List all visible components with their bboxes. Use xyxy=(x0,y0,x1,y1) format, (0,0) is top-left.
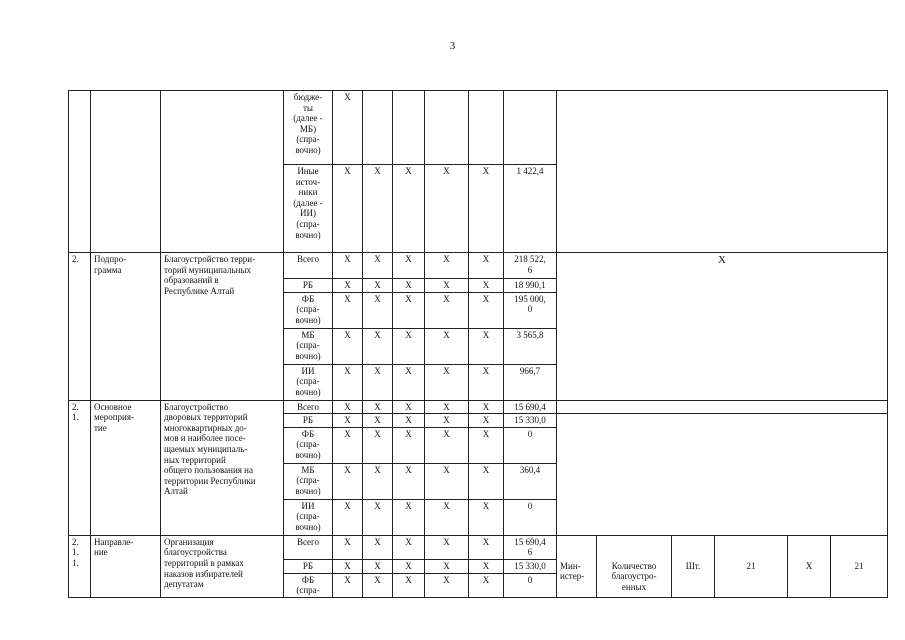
x-mark: Х xyxy=(425,427,469,463)
x-mark: Х xyxy=(425,400,469,414)
x-mark: Х xyxy=(469,535,504,559)
indicator-value: 21 xyxy=(715,560,788,598)
funding-source: РБ xyxy=(284,414,333,428)
total-value: 15 330,0 xyxy=(504,414,557,428)
row-name: Благоустройство дворовых территорий многоквартирных до- мов и наиболее посе- щаемых муниципаль- ных территорий общего пользования на территории Республики Алтай xyxy=(161,400,284,535)
x-mark: Х xyxy=(393,328,425,364)
x-mark: Х xyxy=(469,253,504,279)
empty-cell xyxy=(597,535,672,559)
empty-cell xyxy=(557,400,888,414)
x-mark: Х xyxy=(469,499,504,535)
x-mark: Х xyxy=(363,292,393,328)
x-mark: Х xyxy=(469,328,504,364)
x-mark: Х xyxy=(363,165,393,253)
total-value: 218 522, 6 xyxy=(504,253,557,279)
x-mark: Х xyxy=(363,414,393,428)
total-value: 0 xyxy=(504,573,557,597)
row-name: Благоустройство терри- торий муниципальных образований в Республике Алтай xyxy=(161,253,284,401)
cell-kind xyxy=(91,91,161,253)
funding-source: ФБ (спра- вочно) xyxy=(284,427,333,463)
x-mark: Х xyxy=(469,279,504,293)
indicator-name: Количество благоустро- енных xyxy=(597,560,672,598)
indicator-value: 21 xyxy=(831,560,888,598)
x-mark: Х xyxy=(333,328,363,364)
x-mark: Х xyxy=(333,364,363,400)
row-number: 2. xyxy=(69,253,91,401)
total-value: 0 xyxy=(504,499,557,535)
total-value: 15 330,0 xyxy=(504,560,557,574)
program-table xyxy=(68,90,888,598)
x-mark: Х xyxy=(393,463,425,499)
x-mark: Х xyxy=(363,364,393,400)
source-ii: Иные источ- ники (далее - ИИ) (спра- вочно) xyxy=(284,165,333,253)
funding-source: МБ (спра- вочно) xyxy=(284,328,333,364)
x-mark: Х xyxy=(425,292,469,328)
total-value: 18 990,1 xyxy=(504,279,557,293)
x-mark: Х xyxy=(363,463,393,499)
x-mark: Х xyxy=(393,400,425,414)
x-mark: Х xyxy=(393,414,425,428)
x-mark: Х xyxy=(469,414,504,428)
x-mark: Х xyxy=(363,279,393,293)
funding-source: РБ xyxy=(284,560,333,574)
x-mark: Х xyxy=(363,427,393,463)
x-mark: Х xyxy=(333,279,363,293)
x-mark: Х xyxy=(469,427,504,463)
empty-cell xyxy=(788,535,831,559)
row-kind: Подпро- грамма xyxy=(91,253,161,401)
x-mark: Х xyxy=(469,165,504,253)
total-value: 15 690,4 xyxy=(504,400,557,414)
funding-source: РБ xyxy=(284,279,333,293)
x-mark: Х xyxy=(425,253,469,279)
row-kind: Основное мероприя- тие xyxy=(91,400,161,535)
x-mark: Х xyxy=(469,463,504,499)
x-mark: Х xyxy=(425,560,469,574)
x-mark: Х xyxy=(333,499,363,535)
x-mark: Х xyxy=(393,499,425,535)
funding-source: Всего xyxy=(284,253,333,279)
x-mark: Х xyxy=(393,573,425,597)
x-mark: Х xyxy=(393,364,425,400)
x-mark: Х xyxy=(363,328,393,364)
table-row xyxy=(69,91,888,165)
table-row xyxy=(69,400,888,414)
funding-source: ФБ (спра- вочно) xyxy=(284,292,333,328)
x-mark: Х xyxy=(333,573,363,597)
row-number: 2. 1. 1. xyxy=(69,535,91,597)
funding-source: ФБ (спра- xyxy=(284,573,333,597)
empty-cell xyxy=(557,535,597,559)
source-mb: бюдже- ты (далее - МБ) (спра- вочно) xyxy=(284,91,333,165)
table-row xyxy=(69,535,888,559)
x-mark: Х xyxy=(393,535,425,559)
x-mark: Х xyxy=(425,573,469,597)
x-mark: Х xyxy=(425,165,469,253)
x-mark: Х xyxy=(393,427,425,463)
total-value: 1 422,4 xyxy=(504,165,557,253)
x-mark: Х xyxy=(393,165,425,253)
x-mark: Х xyxy=(363,573,393,597)
responsible-executor: Мин- истер- xyxy=(557,560,597,598)
page-number: 3 xyxy=(449,40,456,52)
funding-source: МБ (спра- вочно) xyxy=(284,463,333,499)
x-mark: Х xyxy=(363,400,393,414)
x-mark: Х xyxy=(333,535,363,559)
x-mark: Х xyxy=(393,253,425,279)
x-mark: Х xyxy=(333,560,363,574)
empty-cell xyxy=(831,535,888,559)
empty-cell xyxy=(557,91,888,253)
x-mark: Х xyxy=(393,292,425,328)
x-mark: Х xyxy=(425,414,469,428)
x-mark: Х xyxy=(333,427,363,463)
x-mark: Х xyxy=(363,560,393,574)
x-mark: Х xyxy=(469,573,504,597)
funding-source: ИИ (спра- вочно) xyxy=(284,364,333,400)
x-mark: Х xyxy=(469,400,504,414)
x-mark: Х xyxy=(425,279,469,293)
x-mark: Х xyxy=(333,91,363,165)
x-mark: Х xyxy=(393,560,425,574)
total-value: 966,7 xyxy=(504,364,557,400)
total-value: 0 xyxy=(504,427,557,463)
x-mark: Х xyxy=(333,414,363,428)
funding-source: Всего xyxy=(284,535,333,559)
indicator-value: Х xyxy=(788,560,831,598)
x-mark: Х xyxy=(469,364,504,400)
x-mark: Х xyxy=(393,279,425,293)
total-value: 360,4 xyxy=(504,463,557,499)
funding-source: ИИ (спра- вочно) xyxy=(284,499,333,535)
x-mark: Х xyxy=(425,328,469,364)
funding-source: Всего xyxy=(284,400,333,414)
x-mark: Х xyxy=(333,253,363,279)
x-mark: Х xyxy=(363,535,393,559)
row-name: Организация благоустройства территорий в рамках наказов избирателей депутатам xyxy=(161,535,284,597)
total-value: 195 000, 0 xyxy=(504,292,557,328)
x-mark: Х xyxy=(425,499,469,535)
cell-num xyxy=(69,91,91,253)
row-number: 2. 1. xyxy=(69,400,91,535)
x-mark: Х xyxy=(425,535,469,559)
x-mark: Х xyxy=(425,463,469,499)
x-mark: Х xyxy=(333,165,363,253)
unit: Шт. xyxy=(672,560,715,598)
total-value: 3 565,8 xyxy=(504,328,557,364)
empty-cell xyxy=(557,414,888,536)
empty-cell xyxy=(672,535,715,559)
x-mark: Х xyxy=(469,560,504,574)
x-mark: Х xyxy=(333,400,363,414)
x-mark: Х xyxy=(333,292,363,328)
cell-name xyxy=(161,91,284,253)
row-kind: Направле- ние xyxy=(91,535,161,597)
x-mark: Х xyxy=(363,253,393,279)
x-mark-large: Х xyxy=(557,253,888,401)
x-mark: Х xyxy=(469,292,504,328)
x-mark: Х xyxy=(425,364,469,400)
x-mark: Х xyxy=(363,499,393,535)
x-mark: Х xyxy=(333,463,363,499)
total-value: 15 690,4 6 xyxy=(504,535,557,559)
empty-cell xyxy=(715,535,788,559)
table-row xyxy=(69,253,888,279)
